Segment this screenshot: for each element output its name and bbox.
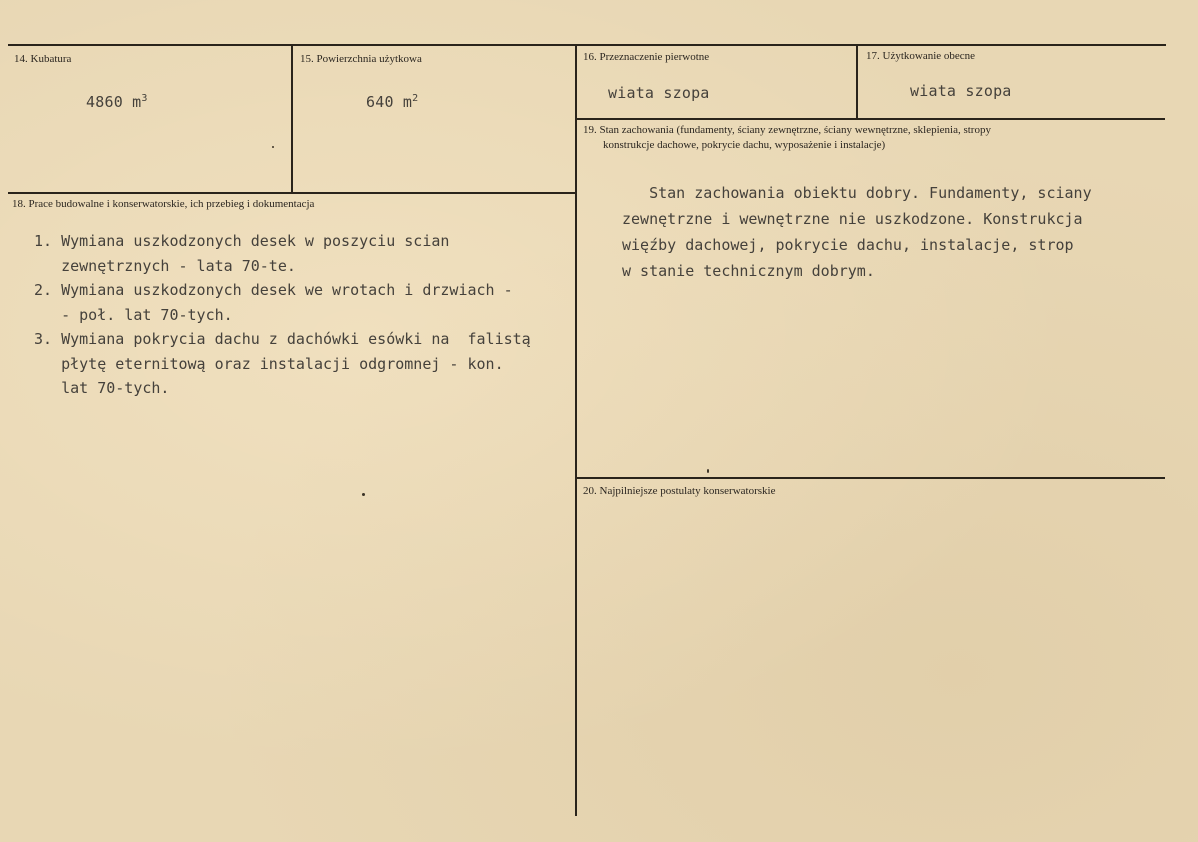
rule-above-20: [577, 477, 1165, 479]
prace-line: 1. Wymiana uszkodzonych desek w poszyciu scian: [34, 232, 450, 250]
przeznaczenie-label: 16. Przeznaczenie pierwotne: [583, 51, 710, 63]
przeznaczenie-value: wiata szopa: [608, 84, 710, 102]
stan-line: w stanie technicznym dobrym.: [622, 262, 875, 280]
uzytkowanie-label: 17. Użytkowanie obecne: [866, 50, 976, 62]
powierzchnia-value: 640 $m^2$: [366, 93, 419, 111]
powierzchnia-label: 15. Powierzchnia użytkowa: [300, 53, 422, 65]
top-rule: [8, 44, 1166, 46]
kubatura-value: 4860 $m^3$: [86, 93, 148, 111]
stan-description: [622, 180, 1092, 284]
prace-label: 18. Prace budowalne i konserwatorskie, ich przebieg i dokumentacja: [12, 198, 315, 210]
prace-line: zewnętrznych - lata 70-te.: [34, 256, 296, 275]
prace-line: 3. Wymiana pokrycia dachu z dachówki esówki na falistą: [34, 330, 531, 348]
kubatura-label: 14. Kubatura: [14, 53, 72, 65]
postulaty-label: 20. Najpilniejsze postulaty konserwatorskie: [583, 485, 776, 497]
prace-line: - poł. lat 70-tych.: [34, 305, 233, 324]
prace-list: [34, 229, 531, 401]
prace-line: płytę eternitową oraz instalacji odgromnej - kon.: [34, 354, 504, 373]
stan-line: więźby dachowej, pokrycie dachu, instalacje, strop: [622, 236, 1074, 254]
divider-14-15: [291, 46, 293, 192]
uzytkowanie-value: wiata szopa: [910, 82, 1012, 100]
prace-line: 2. Wymiana uszkodzonych desek we wrotach i drzwiach -: [34, 281, 513, 299]
rule-above-18: [8, 192, 575, 194]
divider-main-vertical: [575, 46, 577, 816]
paper-speck: [362, 493, 365, 496]
divider-16-17: [856, 46, 858, 118]
stan-line: Stan zachowania obiektu dobry. Fundamenty, sciany: [622, 184, 1092, 202]
stan-label-line1: 19. Stan zachowania (fundamenty, ściany zewnętrzne, ściany wewnętrzne, sklepienia, stropy: [583, 124, 991, 136]
paper-speck: [272, 146, 274, 148]
stan-label-line2: konstrukcje dachowe, pokrycie dachu, wyposażenie i instalacje): [603, 139, 886, 151]
stan-line: zewnętrzne i wewnętrzne nie uszkodzone. Konstrukcja: [622, 210, 1083, 228]
rule-above-19: [577, 118, 1165, 120]
prace-line: lat 70-tych.: [34, 379, 170, 397]
paper-speck: [707, 469, 709, 473]
